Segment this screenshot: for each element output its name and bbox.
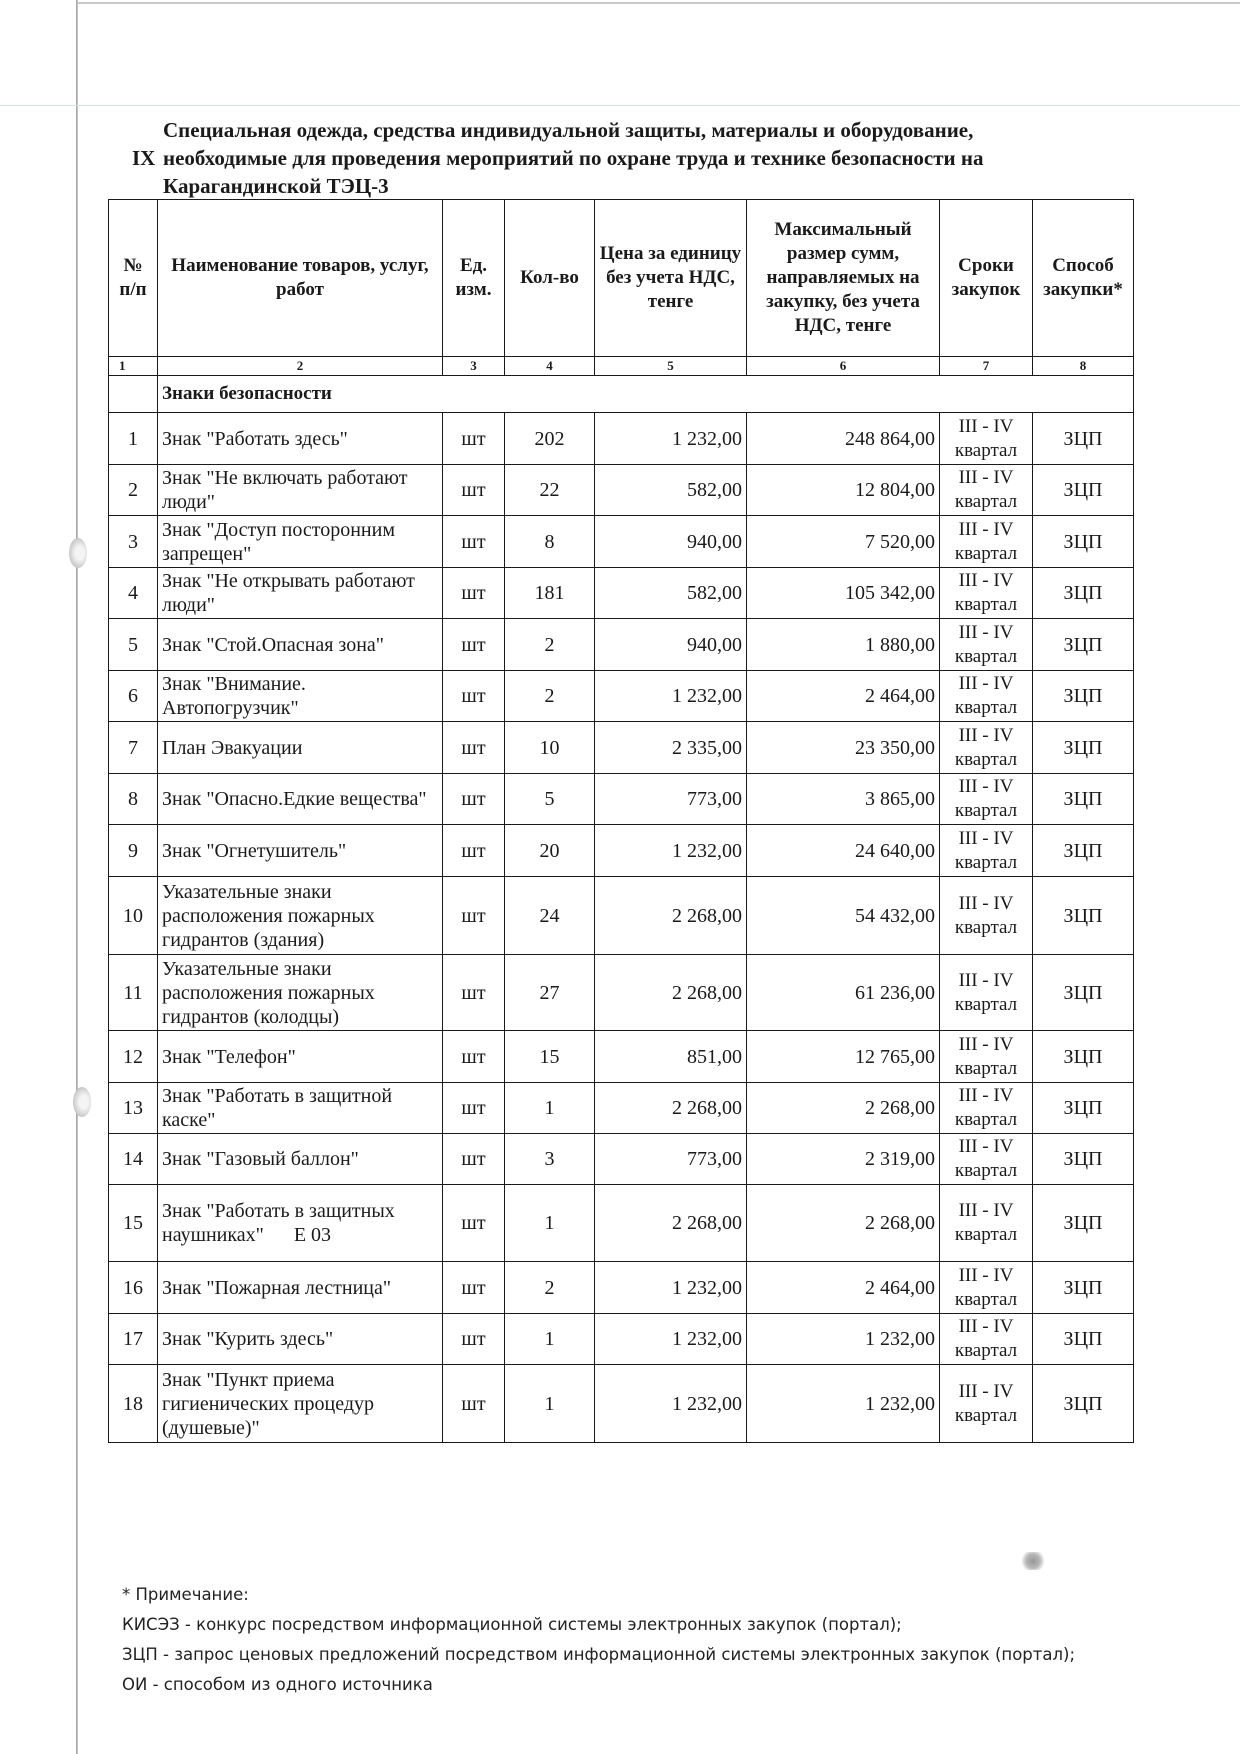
purchase-method: ЗЦП (1033, 722, 1134, 774)
table-row (109, 568, 1134, 619)
purchase-term-line: III - IV (958, 892, 1014, 914)
quantity: 1 (505, 1083, 595, 1134)
row-number: 3 (109, 516, 158, 568)
unit-price: 940,00 (595, 619, 747, 671)
purchase-term-line: квартал (954, 439, 1018, 461)
purchase-term-line: III - IV (958, 1380, 1014, 1402)
purchase-term-line: квартал (954, 800, 1018, 821)
unit: шт (443, 1185, 505, 1262)
quantity: 202 (505, 413, 595, 465)
max-sum: 2 464,00 (747, 671, 940, 722)
purchase-term-line: квартал (954, 1109, 1018, 1130)
purchase-term (940, 1365, 1033, 1443)
purchase-term (940, 413, 1033, 465)
unit: шт (443, 1365, 505, 1443)
purchase-term-line: квартал (954, 1057, 1018, 1079)
punch-hole-top (69, 538, 87, 568)
purchase-term-line: квартал (954, 851, 1018, 873)
group-title: Знаки безопасности (158, 376, 1134, 413)
scan-artifact-line (0, 105, 1240, 106)
purchase-term (940, 722, 1033, 774)
quantity: 181 (505, 568, 595, 619)
table-row (109, 1134, 1134, 1185)
footnotes (122, 1580, 1075, 1700)
purchase-term-line: III - IV (958, 1033, 1014, 1055)
table-row (109, 1365, 1134, 1443)
column-number: 1 (109, 357, 158, 376)
column-number: 2 (158, 357, 443, 376)
max-sum: 23 350,00 (747, 722, 940, 774)
purchase-method: ЗЦП (1033, 671, 1134, 722)
purchase-term (940, 516, 1033, 568)
max-sum: 1 232,00 (747, 1365, 940, 1443)
purchase-term-line: III - IV (958, 570, 1014, 591)
table-row (109, 619, 1134, 671)
section-title-line: необходимые для проведения мероприятий по охране труда и технике безопасности на (163, 146, 984, 170)
header-name: Наименование товаров, услуг, работ (158, 200, 443, 357)
unit-price: 2 268,00 (595, 955, 747, 1031)
quantity: 1 (505, 1365, 595, 1443)
row-number: 9 (109, 825, 158, 877)
purchase-term-line: квартал (954, 993, 1018, 1015)
unit: шт (443, 516, 505, 568)
purchase-method: ЗЦП (1033, 1031, 1134, 1083)
row-number: 2 (109, 465, 158, 516)
item-name: Знак "Не включать работают люди" (158, 465, 443, 516)
purchase-method: ЗЦП (1033, 619, 1134, 671)
item-name: Указательные знаки расположения пожарных гидрантов (здания) (158, 877, 443, 955)
purchase-term-line: III - IV (958, 827, 1014, 849)
quantity: 15 (505, 1031, 595, 1083)
unit: шт (443, 877, 505, 955)
table-row (109, 774, 1134, 825)
row-number: 14 (109, 1134, 158, 1185)
quantity: 1 (505, 1314, 595, 1365)
max-sum: 61 236,00 (747, 955, 940, 1031)
unit-price: 1 232,00 (595, 1262, 747, 1314)
purchase-term-line: квартал (954, 1340, 1018, 1361)
purchase-term-line: квартал (954, 1224, 1018, 1245)
purchase-term-line: квартал (954, 1404, 1018, 1426)
item-name: Знак "Не открывать работают люди" (158, 568, 443, 619)
unit-price: 2 335,00 (595, 722, 747, 774)
purchase-term-line: III - IV (958, 1200, 1014, 1221)
header-unit-price: Цена за единицу без учета НДС, тенге (595, 200, 747, 357)
quantity: 8 (505, 516, 595, 568)
purchase-method: ЗЦП (1033, 955, 1134, 1031)
purchase-method: ЗЦП (1033, 1262, 1134, 1314)
purchase-term (940, 825, 1033, 877)
purchase-term-line: III - IV (958, 673, 1014, 694)
table-row (109, 955, 1134, 1031)
purchase-term-line: III - IV (958, 467, 1014, 488)
purchase-method: ЗЦП (1033, 1185, 1134, 1262)
unit-price: 773,00 (595, 1134, 747, 1185)
quantity: 10 (505, 722, 595, 774)
item-name: Знак "Работать в защитной каске" (158, 1083, 443, 1134)
purchase-term-line: квартал (954, 1160, 1018, 1181)
unit: шт (443, 774, 505, 825)
unit-price: 1 232,00 (595, 671, 747, 722)
footnote-title: * Примечание: (122, 1585, 249, 1604)
quantity: 2 (505, 619, 595, 671)
table-row (109, 1314, 1134, 1365)
row-number: 18 (109, 1365, 158, 1443)
unit-price: 1 232,00 (595, 413, 747, 465)
row-number: 4 (109, 568, 158, 619)
purchase-term-line: квартал (954, 1288, 1018, 1310)
row-number: 13 (109, 1083, 158, 1134)
purchase-method: ЗЦП (1033, 1083, 1134, 1134)
purchase-term-line: квартал (954, 748, 1018, 770)
unit: шт (443, 465, 505, 516)
purchase-term-line: III - IV (958, 415, 1014, 437)
item-name: Знак "Внимание. Автопогрузчик" (158, 671, 443, 722)
header-quantity: Кол-во (505, 200, 595, 357)
unit: шт (443, 619, 505, 671)
column-number: 8 (1033, 357, 1134, 376)
footnote-line: КИСЭЗ - конкурс посредством информационной системы электронных закупок (портал); (122, 1615, 902, 1634)
unit-price: 2 268,00 (595, 877, 747, 955)
max-sum: 2 319,00 (747, 1134, 940, 1185)
row-number: 12 (109, 1031, 158, 1083)
unit: шт (443, 1262, 505, 1314)
header-terms: Сроки закупок (940, 200, 1033, 357)
unit: шт (443, 1031, 505, 1083)
header-max-sum: Максимальный размер сумм, направляемых на закупку, без учета НДС, тенге (747, 200, 940, 357)
unit: шт (443, 568, 505, 619)
unit: шт (443, 1134, 505, 1185)
column-number: 5 (595, 357, 747, 376)
purchase-term-line: квартал (954, 697, 1018, 718)
max-sum: 54 432,00 (747, 877, 940, 955)
unit: шт (443, 1314, 505, 1365)
unit-price: 582,00 (595, 465, 747, 516)
unit-price: 2 268,00 (595, 1083, 747, 1134)
unit-price: 1 232,00 (595, 1365, 747, 1443)
section-title (163, 116, 1083, 200)
quantity: 1 (505, 1185, 595, 1262)
unit: шт (443, 671, 505, 722)
column-number: 4 (505, 357, 595, 376)
unit: шт (443, 955, 505, 1031)
unit-price: 1 232,00 (595, 1314, 747, 1365)
purchase-term (940, 1262, 1033, 1314)
item-name: Знак "Курить здесь" (158, 1314, 443, 1365)
purchase-term-line: III - IV (958, 621, 1014, 643)
quantity: 24 (505, 877, 595, 955)
purchase-method: ЗЦП (1033, 1365, 1134, 1443)
row-number: 10 (109, 877, 158, 955)
column-number: 6 (747, 357, 940, 376)
item-name: Знак "Доступ посторонним запрещен" (158, 516, 443, 568)
purchase-method: ЗЦП (1033, 465, 1134, 516)
procurement-table (108, 199, 1134, 1443)
max-sum: 2 268,00 (747, 1083, 940, 1134)
purchase-term (940, 1134, 1033, 1185)
purchase-term (940, 1031, 1033, 1083)
max-sum: 12 765,00 (747, 1031, 940, 1083)
table-row (109, 465, 1134, 516)
purchase-term-line: квартал (954, 491, 1018, 512)
purchase-term (940, 568, 1033, 619)
item-name: Знак "Огнетушитель" (158, 825, 443, 877)
quantity: 20 (505, 825, 595, 877)
item-name: Знак "Пункт приема гигиенических процедур (душевые)" (158, 1365, 443, 1443)
purchase-term-line: III - IV (958, 969, 1014, 991)
purchase-term (940, 877, 1033, 955)
ink-mark (1020, 1552, 1046, 1570)
quantity: 22 (505, 465, 595, 516)
purchase-method: ЗЦП (1033, 877, 1134, 955)
purchase-method: ЗЦП (1033, 1134, 1134, 1185)
purchase-term-line: III - IV (958, 1085, 1014, 1106)
section-title-line: Специальная одежда, средства индивидуальной защиты, материалы и оборудование, (163, 118, 974, 142)
purchase-method: ЗЦП (1033, 1314, 1134, 1365)
header-number: № п/п (109, 200, 158, 357)
table-row (109, 1185, 1134, 1262)
header-unit: Ед. изм. (443, 200, 505, 357)
item-name: План Эвакуации (158, 722, 443, 774)
purchase-method: ЗЦП (1033, 568, 1134, 619)
unit-price: 1 232,00 (595, 825, 747, 877)
quantity: 5 (505, 774, 595, 825)
page-left-edge (76, 0, 78, 1754)
unit: шт (443, 825, 505, 877)
header-row (109, 200, 1134, 357)
purchase-term-line: квартал (954, 645, 1018, 667)
section-number: IX (132, 146, 156, 170)
purchase-term (940, 671, 1033, 722)
purchase-term-line: III - IV (958, 1264, 1014, 1286)
row-number: 15 (109, 1185, 158, 1262)
purchase-term-line: квартал (954, 542, 1018, 564)
column-number: 3 (443, 357, 505, 376)
max-sum: 12 804,00 (747, 465, 940, 516)
purchase-term (940, 1314, 1033, 1365)
unit-price: 851,00 (595, 1031, 747, 1083)
max-sum: 24 640,00 (747, 825, 940, 877)
header-method: Способ закупки* (1033, 200, 1134, 357)
row-number: 6 (109, 671, 158, 722)
max-sum: 2 268,00 (747, 1185, 940, 1262)
row-number: 17 (109, 1314, 158, 1365)
item-name: Указательные знаки расположения пожарных гидрантов (колодцы) (158, 955, 443, 1031)
purchase-term (940, 1185, 1033, 1262)
quantity: 3 (505, 1134, 595, 1185)
purchase-term (940, 619, 1033, 671)
table-row (109, 825, 1134, 877)
group-row-spacer (109, 376, 158, 413)
item-name: Знак "Работать в защитных наушниках" Е 03 (158, 1185, 443, 1262)
item-name: Знак "Стой.Опасная зона" (158, 619, 443, 671)
table-row (109, 516, 1134, 568)
max-sum: 2 464,00 (747, 1262, 940, 1314)
item-name: Знак "Пожарная лестница" (158, 1262, 443, 1314)
purchase-term (940, 1083, 1033, 1134)
footnote-line: ЗЦП - запрос ценовых предложений посредством информационной системы электронных закупок (портал); (122, 1645, 1076, 1664)
quantity: 2 (505, 1262, 595, 1314)
row-number: 11 (109, 955, 158, 1031)
purchase-term-line: III - IV (958, 518, 1014, 540)
row-number: 1 (109, 413, 158, 465)
section-title-line: Карагандинской ТЭЦ-3 (163, 174, 389, 198)
item-name: Знак "Телефон" (158, 1031, 443, 1083)
quantity: 2 (505, 671, 595, 722)
unit-price: 940,00 (595, 516, 747, 568)
max-sum: 7 520,00 (747, 516, 940, 568)
unit-price: 773,00 (595, 774, 747, 825)
item-name: Знак "Работать здесь" (158, 413, 443, 465)
table-row (109, 1031, 1134, 1083)
item-name: Знак "Опасно.Едкие вещества" (158, 774, 443, 825)
purchase-method: ЗЦП (1033, 825, 1134, 877)
max-sum: 1 880,00 (747, 619, 940, 671)
page-top-edge (76, 2, 1240, 4)
purchase-term-line: III - IV (958, 1316, 1014, 1337)
unit: шт (443, 722, 505, 774)
purchase-term-line: III - IV (958, 776, 1014, 797)
table-row (109, 1262, 1134, 1314)
max-sum: 3 865,00 (747, 774, 940, 825)
group-row (109, 376, 1134, 413)
purchase-method: ЗЦП (1033, 413, 1134, 465)
column-number: 7 (940, 357, 1033, 376)
table-row (109, 1083, 1134, 1134)
quantity: 27 (505, 955, 595, 1031)
purchase-method: ЗЦП (1033, 774, 1134, 825)
purchase-term-line: квартал (954, 594, 1018, 615)
footnote-line: ОИ - способом из одного источника (122, 1675, 433, 1694)
unit: шт (443, 1083, 505, 1134)
table-row (109, 877, 1134, 955)
purchase-term (940, 774, 1033, 825)
max-sum: 248 864,00 (747, 413, 940, 465)
table-row (109, 671, 1134, 722)
row-number: 8 (109, 774, 158, 825)
purchase-method: ЗЦП (1033, 516, 1134, 568)
table-row (109, 722, 1134, 774)
unit: шт (443, 413, 505, 465)
item-name: Знак "Газовый баллон" (158, 1134, 443, 1185)
purchase-term-line: III - IV (958, 724, 1014, 746)
purchase-term-line: III - IV (958, 1136, 1014, 1157)
unit-price: 2 268,00 (595, 1185, 747, 1262)
max-sum: 105 342,00 (747, 568, 940, 619)
row-number: 5 (109, 619, 158, 671)
punch-hole-bottom (73, 1087, 91, 1117)
unit-price: 582,00 (595, 568, 747, 619)
row-number: 16 (109, 1262, 158, 1314)
max-sum: 1 232,00 (747, 1314, 940, 1365)
table-row (109, 413, 1134, 465)
column-number-row (109, 357, 1134, 376)
purchase-term (940, 955, 1033, 1031)
row-number: 7 (109, 722, 158, 774)
purchase-term-line: квартал (954, 916, 1018, 938)
purchase-term (940, 465, 1033, 516)
